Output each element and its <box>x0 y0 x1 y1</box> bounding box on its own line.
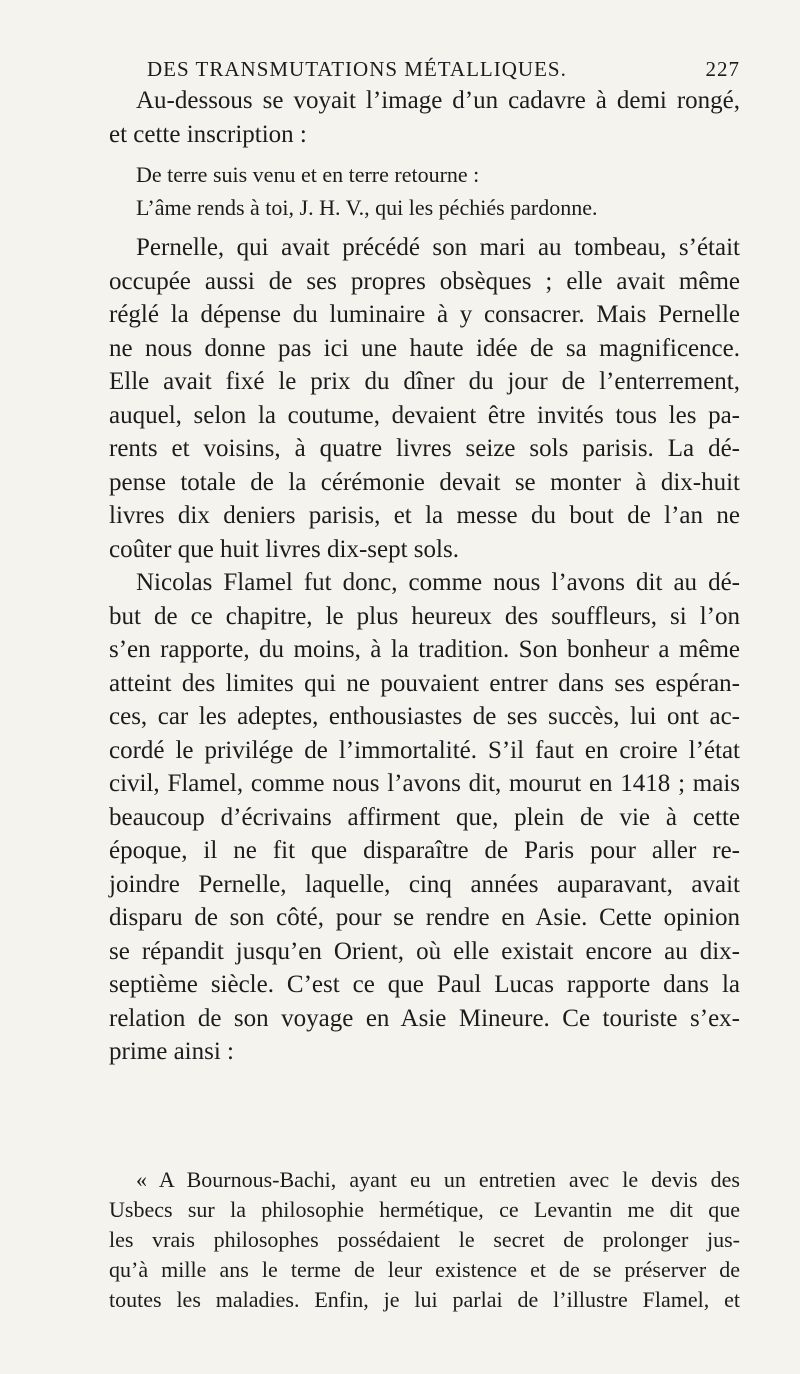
verse-line: De terre suis venu et en terre retourne : <box>136 162 480 187</box>
text-line: atteint des limites qui ne pouvaient entrer dans ses espéran- <box>109 669 740 697</box>
text-line: ces, car les adeptes, enthousiastes de ses succès, lui ont ac- <box>109 703 740 730</box>
text-line: but de ce chapitre, le plus heureux des souffleurs, si l’on <box>109 602 740 630</box>
text-line: occupée aussi de ses propres obsèques ; elle avait même <box>109 267 740 295</box>
paragraph-pernelle <box>109 231 740 566</box>
text-line: époque, il ne fit que disparaître de Paris pour aller re- <box>109 837 740 864</box>
text-line: Nicolas Flamel fut donc, comme nous l’avons dit au dé- <box>136 569 740 596</box>
running-title: DES TRANSMUTATIONS MÉTALLIQUES. <box>147 57 567 81</box>
text-line: coûter que huit livres dix-sept sols. <box>109 535 459 563</box>
text-line: livres dix deniers parisis, et la messe du bout de l’an ne <box>109 502 740 529</box>
text-line: septième siècle. C’est ce que Paul Lucas rapporte dans la <box>109 971 740 998</box>
text-line: et cette inscription : <box>109 120 307 148</box>
text-line: prime ainsi : <box>109 1038 234 1065</box>
quote-line: Usbecs sur la philosophie hermétique, ce Levantin me dit que <box>109 1197 740 1222</box>
text-line: civil, Flamel, comme nous l’avons dit, mourut en 1418 ; mais <box>109 770 740 797</box>
text-line: Au-dessous se voyait l’image d’un cadavre à demi rongé, <box>136 87 740 114</box>
text-line: auquel, selon la coutume, devaient être invités tous les pa- <box>109 401 740 429</box>
text-line: Elle avait fixé le prix du dîner du jour de l’enterrement, <box>109 368 740 395</box>
text-line: pense totale de la cérémonie devait se monter à dix-huit <box>109 468 740 496</box>
text-line: réglé la dépense du luminaire à y consacrer. Mais Pernelle <box>109 301 740 328</box>
paragraph-intro <box>109 84 740 151</box>
text-line: ne nous donne pas ici une haute idée de sa magnificence. <box>109 334 740 362</box>
quote-line: les vrais philosophes possédaient le secret de prolonger jus- <box>109 1227 740 1252</box>
text-line: joindre Pernelle, laquelle, cinq années auparavant, avait <box>109 870 740 898</box>
quote-line: « A Bournous-Bachi, ayant eu un entretien avec le devis des <box>136 1167 740 1192</box>
quotation-paul-lucas <box>109 1165 740 1315</box>
quote-line: qu’à mille ans le terme de leur existence et de se préserver de <box>109 1257 740 1282</box>
text-line: beaucoup d’écrivains affirment que, plein de vie à cette <box>109 803 740 831</box>
page-number: 227 <box>705 57 740 81</box>
text-line: cordé le privilége de l’immortalité. S’il faut en croire l’état <box>109 736 740 764</box>
quote-line: toutes les maladies. Enfin, je lui parlai de l’illustre Flamel, et <box>109 1287 740 1312</box>
text-line: Pernelle, qui avait précédé son mari au tombeau, s’était <box>136 234 740 261</box>
verse-line: L’âme rends à toi, J. H. V., qui les péchiés pardonne. <box>136 195 598 220</box>
text-line: relation de son voyage en Asie Mineure. Ce touriste s’ex- <box>109 1004 740 1032</box>
text-line: se répandit jusqu’en Orient, où elle existait encore au dix- <box>109 937 740 965</box>
epitaph-verse <box>136 158 696 224</box>
text-line: rents et voisins, à quatre livres seize sols parisis. La dé- <box>109 435 740 462</box>
text-line: s’en rapporte, du moins, à la tradition. Son bonheur a même <box>109 636 740 663</box>
text-line: disparu de son côté, pour se rendre en Asie. Cette opinion <box>109 904 740 931</box>
paragraph-flamel <box>109 566 740 1069</box>
